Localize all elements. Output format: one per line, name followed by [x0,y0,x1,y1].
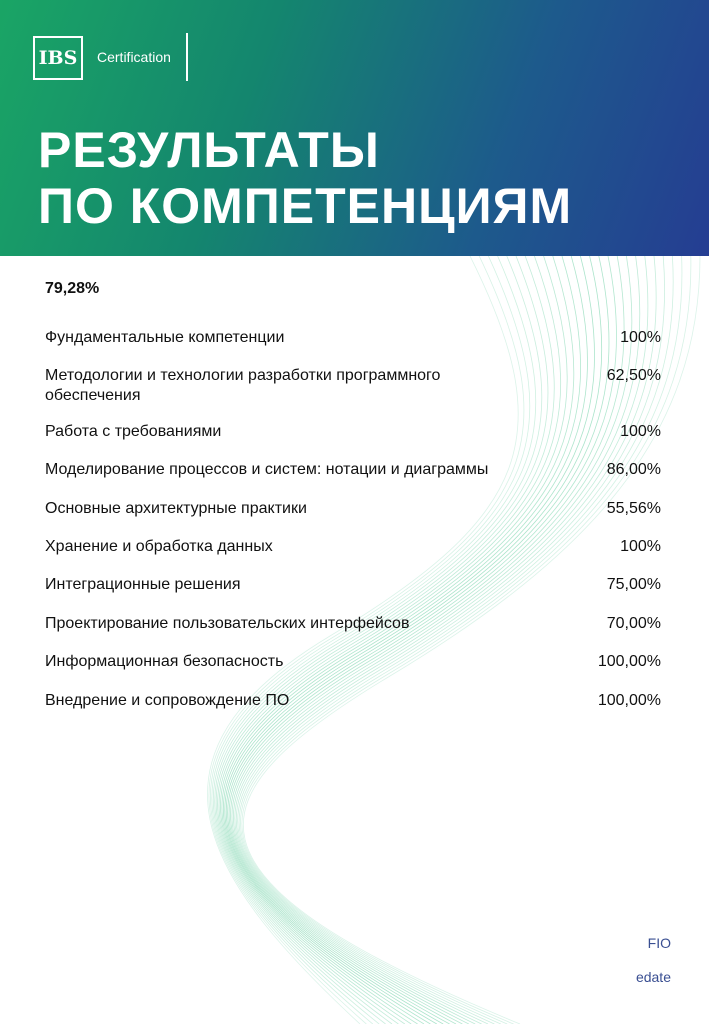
competency-row [45,614,661,634]
competency-value: 55,56% [606,500,661,517]
header-banner [0,0,709,256]
page-title [38,122,572,234]
competency-name: Методологии и технологии разработки программного обеспечения [45,367,441,404]
competency-value: 100% [620,423,661,440]
competency-name: Проектирование пользовательских интерфейсов [45,615,410,632]
logo-subtitle: Certification [97,49,171,65]
competency-row [45,422,661,442]
competency-name: Фундаментальные компетенции [45,329,285,346]
logo-text: IBS [38,47,78,69]
competency-name: Информационная безопасность [45,653,284,670]
competency-value: 86,00% [606,461,661,478]
competency-row [45,366,661,406]
competency-row [45,328,661,348]
competency-name: Основные архитектурные практики [45,500,307,517]
competency-name: Работа с требованиями [45,423,222,440]
competency-value: 62,50% [606,367,661,384]
competency-value: 100% [620,538,661,555]
competency-value: 70,00% [606,615,661,632]
logo-divider [186,33,188,81]
competency-name: Моделирование процессов и систем: нотации и диаграммы [45,461,489,478]
competency-list [45,328,661,711]
competency-row [45,460,661,480]
ibs-logo [33,36,83,80]
competency-row [45,575,661,595]
competency-value: 75,00% [606,576,661,593]
competency-value: 100,00% [597,653,661,670]
competency-name: Внедрение и сопровождение ПО [45,692,290,709]
competency-name: Хранение и обработка данных [45,538,273,555]
competency-name: Интеграционные решения [45,576,241,593]
title-line-1: РЕЗУЛЬТАТЫ [38,122,380,178]
footer-date: edate [635,969,671,985]
competency-row [45,652,661,672]
footer-fio: FIO [647,935,671,951]
competency-row [45,499,661,519]
overall-score: 79,28% [45,280,100,297]
competency-row [45,691,661,711]
title-line-2: ПО КОМПЕТЕНЦИЯМ [38,178,573,234]
competency-row [45,537,661,557]
competency-value: 100% [620,329,661,346]
competency-value: 100,00% [597,692,661,709]
